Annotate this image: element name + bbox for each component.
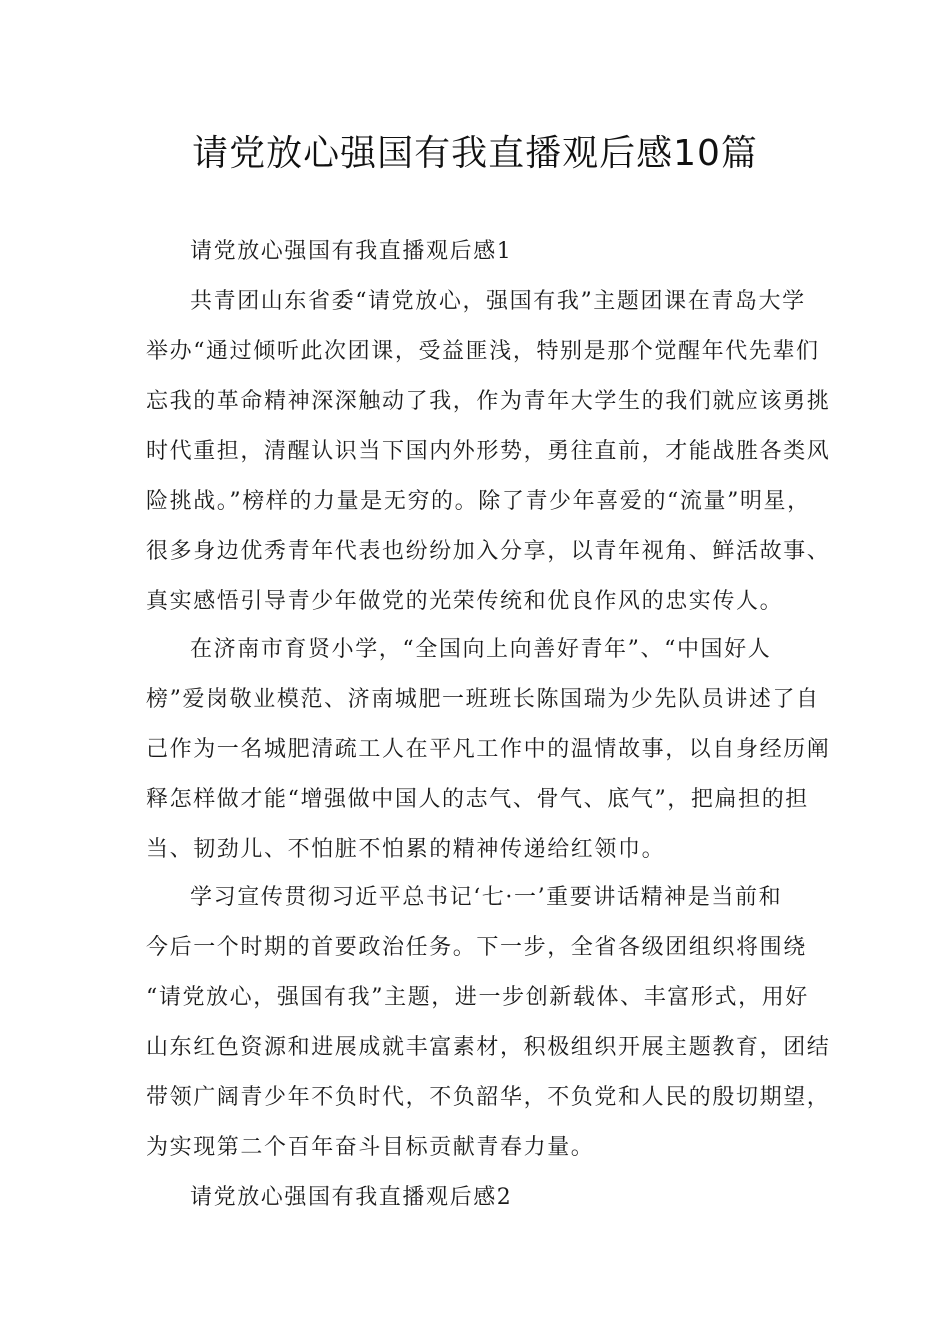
paragraph-3-line-3: “请党放心，强国有我”主题，进一步创新载体、丰富形式，用好 [146,985,809,1010]
paragraph-2-line-1: 在济南市育贤小学，“全国向上向善好青年”、“中国好人 [190,637,772,662]
paragraph-1-line-3: 忘我的革命精神深深触动了我，作为青年大学生的我们就应该勇挑 [146,389,831,414]
section-heading-2: 请党放心强国有我直播观后感2 [190,1185,513,1210]
document-title: 请党放心强国有我直播观后感10篇 [192,133,758,174]
paragraph-3-line-2: 今后一个时期的首要政治任务。下一步，全省各级团组织将围绕 [146,935,807,960]
paragraph-2-line-4: 释怎样做才能“增强做中国人的志气、骨气、底气”，把扁担的担 [146,787,809,812]
paragraph-3-line-1: 学习宣传贯彻习近平总书记‘七·一’重要讲话精神是当前和 [190,885,783,910]
paragraph-2-line-3: 己作为一名城肥清疏工人在平凡工作中的温情故事，以自身经历阐 [146,737,831,762]
paragraph-1-line-4: 时代重担，清醒认识当下国内外形势，勇往直前，才能战胜各类风 [146,439,831,464]
paragraph-1-line-5: 险挑战。”榜样的力量是无穷的。除了青少年喜爱的“流量”明星， [146,489,811,514]
paragraph-3-line-5: 带领广阔青少年不负时代，不负韶华，不负党和人民的殷切期望， [146,1085,831,1110]
paragraph-3-line-4: 山东红色资源和进展成就丰富素材，积极组织开展主题教育，团结 [146,1035,831,1060]
paragraph-1-line-6: 很多身边优秀青年代表也纷纷加入分享，以青年视角、鲜活故事、 [146,539,831,564]
paragraph-1-line-2: 举办“通过倾听此次团课，受益匪浅，特别是那个觉醒年代先辈们 [146,339,820,364]
paragraph-1-line-1: 共青团山东省委“请党放心，强国有我”主题团课在青岛大学 [190,289,806,314]
section-heading-1: 请党放心强国有我直播观后感1 [190,239,513,264]
paragraph-2-line-5: 当、韧劲儿、不怕脏不怕累的精神传递给红领巾。 [146,837,666,862]
paragraph-1-line-7: 真实感悟引导青少年做党的光荣传统和优良作风的忠实传人。 [146,589,784,614]
paragraph-3-line-6: 为实现第二个百年奋斗目标贡献青春力量。 [146,1135,595,1160]
paragraph-2-line-2: 榜”爱岗敬业模范、济南城肥一班班长陈国瑞为少先队员讲述了自 [146,687,820,712]
